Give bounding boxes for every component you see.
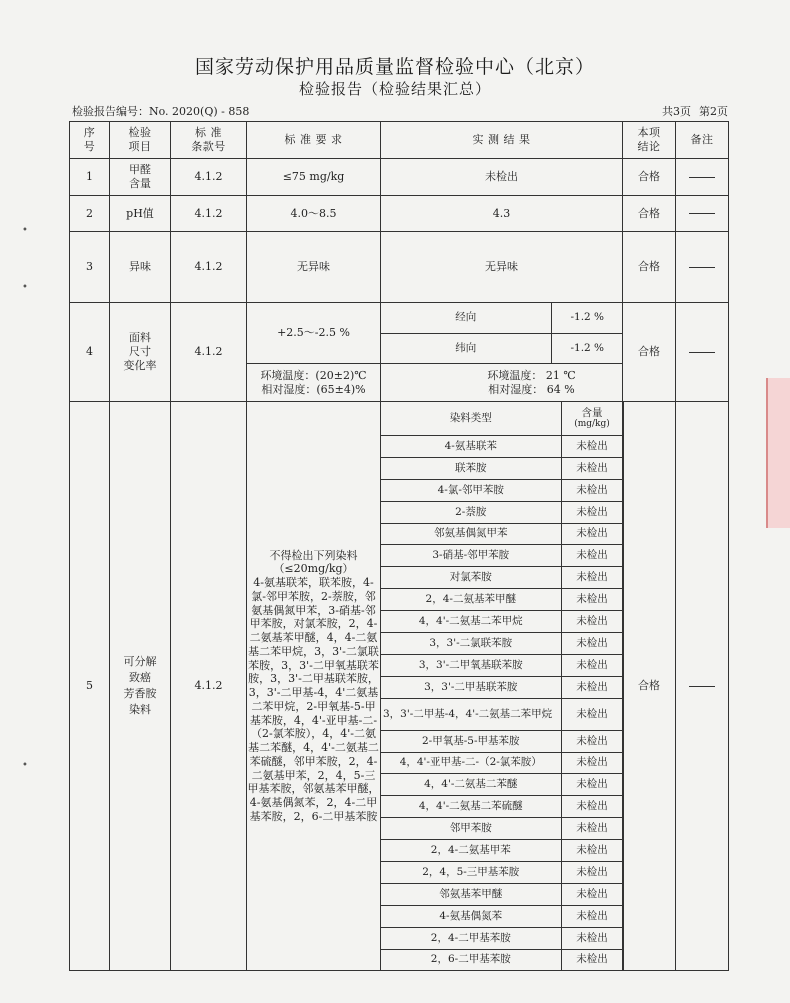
requirement-title: 不得检出下列染料 bbox=[269, 548, 358, 562]
page-info bbox=[654, 103, 728, 119]
dye-name: 4-氨基联苯 bbox=[381, 436, 561, 458]
dye-row bbox=[381, 840, 623, 862]
dye-name: 2，4-二氨基苯甲醚 bbox=[381, 589, 561, 611]
margin-dot: • bbox=[22, 282, 28, 293]
dye-name: 邻甲苯胺 bbox=[381, 818, 561, 840]
row-no: 3 bbox=[70, 232, 110, 303]
row-clause: 4.1.2 bbox=[171, 196, 247, 232]
dye-value: 未检出 bbox=[561, 545, 623, 567]
dye-value: 未检出 bbox=[561, 654, 623, 676]
row-no: 5 bbox=[70, 402, 110, 971]
remark-dash bbox=[689, 686, 715, 687]
remark-dash bbox=[689, 177, 715, 178]
row-item: 面料 尺寸 变化率 bbox=[110, 303, 171, 402]
total-pages: 共3页 bbox=[662, 105, 691, 118]
dye-name: 3，3'-二氯联苯胺 bbox=[381, 633, 561, 655]
dye-row bbox=[381, 676, 623, 698]
dye-name: 4，4'-二氨基二苯醚 bbox=[381, 774, 561, 796]
dye-value: 未检出 bbox=[561, 501, 623, 523]
dye-row bbox=[381, 905, 623, 927]
content-header: 含量 (mg/kg) bbox=[561, 402, 623, 436]
dye-value: 未检出 bbox=[561, 457, 623, 479]
row-item: 可分解 致癌 芳香胺 染料 bbox=[110, 402, 171, 971]
dye-row bbox=[381, 949, 623, 970]
dye-name: 3-硝基-邻甲苯胺 bbox=[381, 545, 561, 567]
row-conclusion: 合格 bbox=[623, 402, 676, 971]
dye-value: 未检出 bbox=[561, 523, 623, 545]
dye-value: 未检出 bbox=[561, 949, 623, 970]
header-conclusion: 本项 结论 bbox=[623, 122, 676, 159]
page-number: 第2页 bbox=[699, 105, 728, 118]
dye-row bbox=[381, 752, 623, 774]
row-result: 未检出 bbox=[381, 159, 623, 196]
dye-name: 对氯苯胺 bbox=[381, 567, 561, 589]
center-title: 国家劳动保护用品质量监督检验中心（北京） bbox=[194, 56, 595, 78]
dye-value: 未检出 bbox=[561, 479, 623, 501]
remark-dash bbox=[689, 267, 715, 268]
dye-row bbox=[381, 501, 623, 523]
row-remark bbox=[676, 159, 729, 196]
dye-value: 未检出 bbox=[561, 905, 623, 927]
row-remark bbox=[676, 232, 729, 303]
table-row bbox=[70, 232, 729, 303]
dye-row bbox=[381, 589, 623, 611]
header-clause: 标 准 条款号 bbox=[171, 122, 247, 159]
dye-row bbox=[381, 883, 623, 905]
dye-row bbox=[381, 457, 623, 479]
dye-value: 未检出 bbox=[561, 676, 623, 698]
dye-value: 未检出 bbox=[561, 589, 623, 611]
dye-row bbox=[381, 523, 623, 545]
dye-name: 4，4'-亚甲基-二-（2-氯苯胺） bbox=[381, 752, 561, 774]
header-item: 检验 项目 bbox=[110, 122, 171, 159]
table-row bbox=[70, 159, 729, 196]
row-no: 4 bbox=[70, 303, 110, 402]
header-seq: 序 号 bbox=[70, 122, 110, 159]
dye-name: 邻氨基偶氮甲苯 bbox=[381, 523, 561, 545]
dye-row bbox=[381, 567, 623, 589]
env-measured: 环境温度： 21 ℃ 相对湿度： 64 % bbox=[381, 364, 623, 402]
dye-value: 未检出 bbox=[561, 796, 623, 818]
dye-header-row bbox=[381, 402, 623, 436]
table-row bbox=[70, 196, 729, 232]
dye-value: 未检出 bbox=[561, 840, 623, 862]
row-clause: 4.1.2 bbox=[171, 232, 247, 303]
row-item: pH值 bbox=[110, 196, 171, 232]
dye-type-header: 染料类型 bbox=[381, 402, 561, 436]
report-subtitle: 检验报告（检验结果汇总） bbox=[298, 80, 491, 98]
row-item: 异味 bbox=[110, 232, 171, 303]
dye-name: 2，4-二甲基苯胺 bbox=[381, 927, 561, 949]
row-item: 甲醛 含量 bbox=[110, 159, 171, 196]
dye-name: 2，6-二甲基苯胺 bbox=[381, 949, 561, 970]
dye-row bbox=[381, 698, 623, 730]
dye-row bbox=[381, 774, 623, 796]
dye-row bbox=[381, 796, 623, 818]
env-standard: 环境温度：(20±2)℃ 相对湿度：(65±4)% bbox=[247, 364, 381, 402]
report-number-value: No. 2020(Q) - 858 bbox=[149, 105, 250, 118]
dye-row bbox=[381, 479, 623, 501]
dye-value: 未检出 bbox=[561, 818, 623, 840]
dye-value: 未检出 bbox=[561, 633, 623, 655]
row-requirement: ≤75 mg/kg bbox=[247, 159, 381, 196]
row-requirement: 无异味 bbox=[247, 232, 381, 303]
dimension-subtable bbox=[381, 303, 623, 363]
dye-row bbox=[381, 862, 623, 884]
dye-value: 未检出 bbox=[561, 752, 623, 774]
dye-name: 2-萘胺 bbox=[381, 501, 561, 523]
dye-row bbox=[381, 927, 623, 949]
row-result: 无异味 bbox=[381, 232, 623, 303]
dye-value: 未检出 bbox=[561, 730, 623, 752]
margin-dot: • bbox=[22, 760, 28, 771]
row-requirement: +2.5～-2.5 % bbox=[247, 303, 381, 364]
dye-value: 未检出 bbox=[561, 698, 623, 730]
header-result: 实 测 结 果 bbox=[381, 122, 623, 159]
requirement-limit: （≤20mg/kg） bbox=[273, 562, 354, 576]
row-clause: 4.1.2 bbox=[171, 303, 247, 402]
dye-value: 未检出 bbox=[561, 611, 623, 633]
table-row bbox=[70, 402, 729, 971]
row-requirement bbox=[247, 402, 381, 971]
dye-name: 3，3'-二甲氧基联苯胺 bbox=[381, 654, 561, 676]
table-header-row bbox=[70, 122, 729, 159]
dye-name: 2，4-二氨基甲苯 bbox=[381, 840, 561, 862]
dye-value: 未检出 bbox=[561, 436, 623, 458]
dye-name: 邻氨基苯甲醚 bbox=[381, 883, 561, 905]
dye-row bbox=[381, 633, 623, 655]
row-remark bbox=[676, 402, 729, 971]
dye-name: 3，3'-二甲基联苯胺 bbox=[381, 676, 561, 698]
warp-value: -1.2 % bbox=[551, 303, 623, 333]
report-number bbox=[72, 103, 249, 119]
dye-name: 2，4，5-三甲基苯胺 bbox=[381, 862, 561, 884]
remark-dash bbox=[689, 352, 715, 353]
dye-name: 4-氯-邻甲苯胺 bbox=[381, 479, 561, 501]
row-no: 1 bbox=[70, 159, 110, 196]
row-clause: 4.1.2 bbox=[171, 159, 247, 196]
row-result: 4.3 bbox=[381, 196, 623, 232]
dye-name: 联苯胺 bbox=[381, 457, 561, 479]
dye-row bbox=[381, 545, 623, 567]
requirement-text: 4-氨基联苯，联苯胺，4-氯-邻甲苯胺，2-萘胺，邻氨基偶氮甲苯，3-硝基-邻甲苯胺，对氯苯胺，2，4-二氨基苯甲醚，4，4-二氨基二苯甲烷，3，3'-二氯联苯胺，3，3'-二甲氧基联苯胺，3，3'-二甲基联苯胺，3，3'-二甲基-4，4'二氨基二苯甲烷，2-甲氧基-5-甲基苯胺，4，4'-亚甲基-二-（2-氯苯胺），4，4'-二氨基二苯醚，4，4'-二氨基二苯硫醚，邻甲苯胺，2，4-二氨基甲苯，2，4，5-三甲基苯胺，邻氨基苯甲醚，4-氨基偶氮苯，2，4-二甲基苯胺，2，6-二甲基苯胺 bbox=[247, 576, 380, 823]
weft-value: -1.2 % bbox=[551, 333, 623, 363]
row-remark bbox=[676, 303, 729, 402]
results-table bbox=[69, 121, 729, 971]
dye-name: 4，4'-二氨基二苯甲烷 bbox=[381, 611, 561, 633]
header-remark: 备注 bbox=[676, 122, 729, 159]
dye-value: 未检出 bbox=[561, 567, 623, 589]
dye-name: 4，4'-二氨基二苯硫醚 bbox=[381, 796, 561, 818]
page-seal-stamp bbox=[766, 378, 790, 528]
row-clause: 4.1.2 bbox=[171, 402, 247, 971]
row-conclusion: 合格 bbox=[623, 159, 676, 196]
dye-value: 未检出 bbox=[561, 862, 623, 884]
weft-label: 纬向 bbox=[381, 333, 551, 363]
row-conclusion: 合格 bbox=[623, 196, 676, 232]
dye-name: 2-甲氧基-5-甲基苯胺 bbox=[381, 730, 561, 752]
table-row bbox=[70, 303, 729, 364]
header-requirement: 标 准 要 求 bbox=[247, 122, 381, 159]
row-no: 2 bbox=[70, 196, 110, 232]
warp-label: 经向 bbox=[381, 303, 551, 333]
report-number-label: 检验报告编号： bbox=[72, 105, 149, 118]
margin-dot: • bbox=[22, 225, 28, 236]
dye-row bbox=[381, 730, 623, 752]
dye-row bbox=[381, 611, 623, 633]
dye-results bbox=[381, 402, 623, 971]
dye-value: 未检出 bbox=[561, 883, 623, 905]
dye-row bbox=[381, 436, 623, 458]
dye-value: 未检出 bbox=[561, 774, 623, 796]
dye-row bbox=[381, 818, 623, 840]
dye-name: 3，3'-二甲基-4，4'-二氨基二苯甲烷 bbox=[381, 698, 561, 730]
dye-subtable bbox=[381, 402, 624, 970]
row-conclusion: 合格 bbox=[623, 303, 676, 402]
row-remark bbox=[676, 196, 729, 232]
row-conclusion: 合格 bbox=[623, 232, 676, 303]
remark-dash bbox=[689, 213, 715, 214]
row-requirement: 4.0～8.5 bbox=[247, 196, 381, 232]
dye-row bbox=[381, 654, 623, 676]
dimension-results bbox=[381, 303, 623, 364]
dye-name: 4-氨基偶氮苯 bbox=[381, 905, 561, 927]
dye-value: 未检出 bbox=[561, 927, 623, 949]
